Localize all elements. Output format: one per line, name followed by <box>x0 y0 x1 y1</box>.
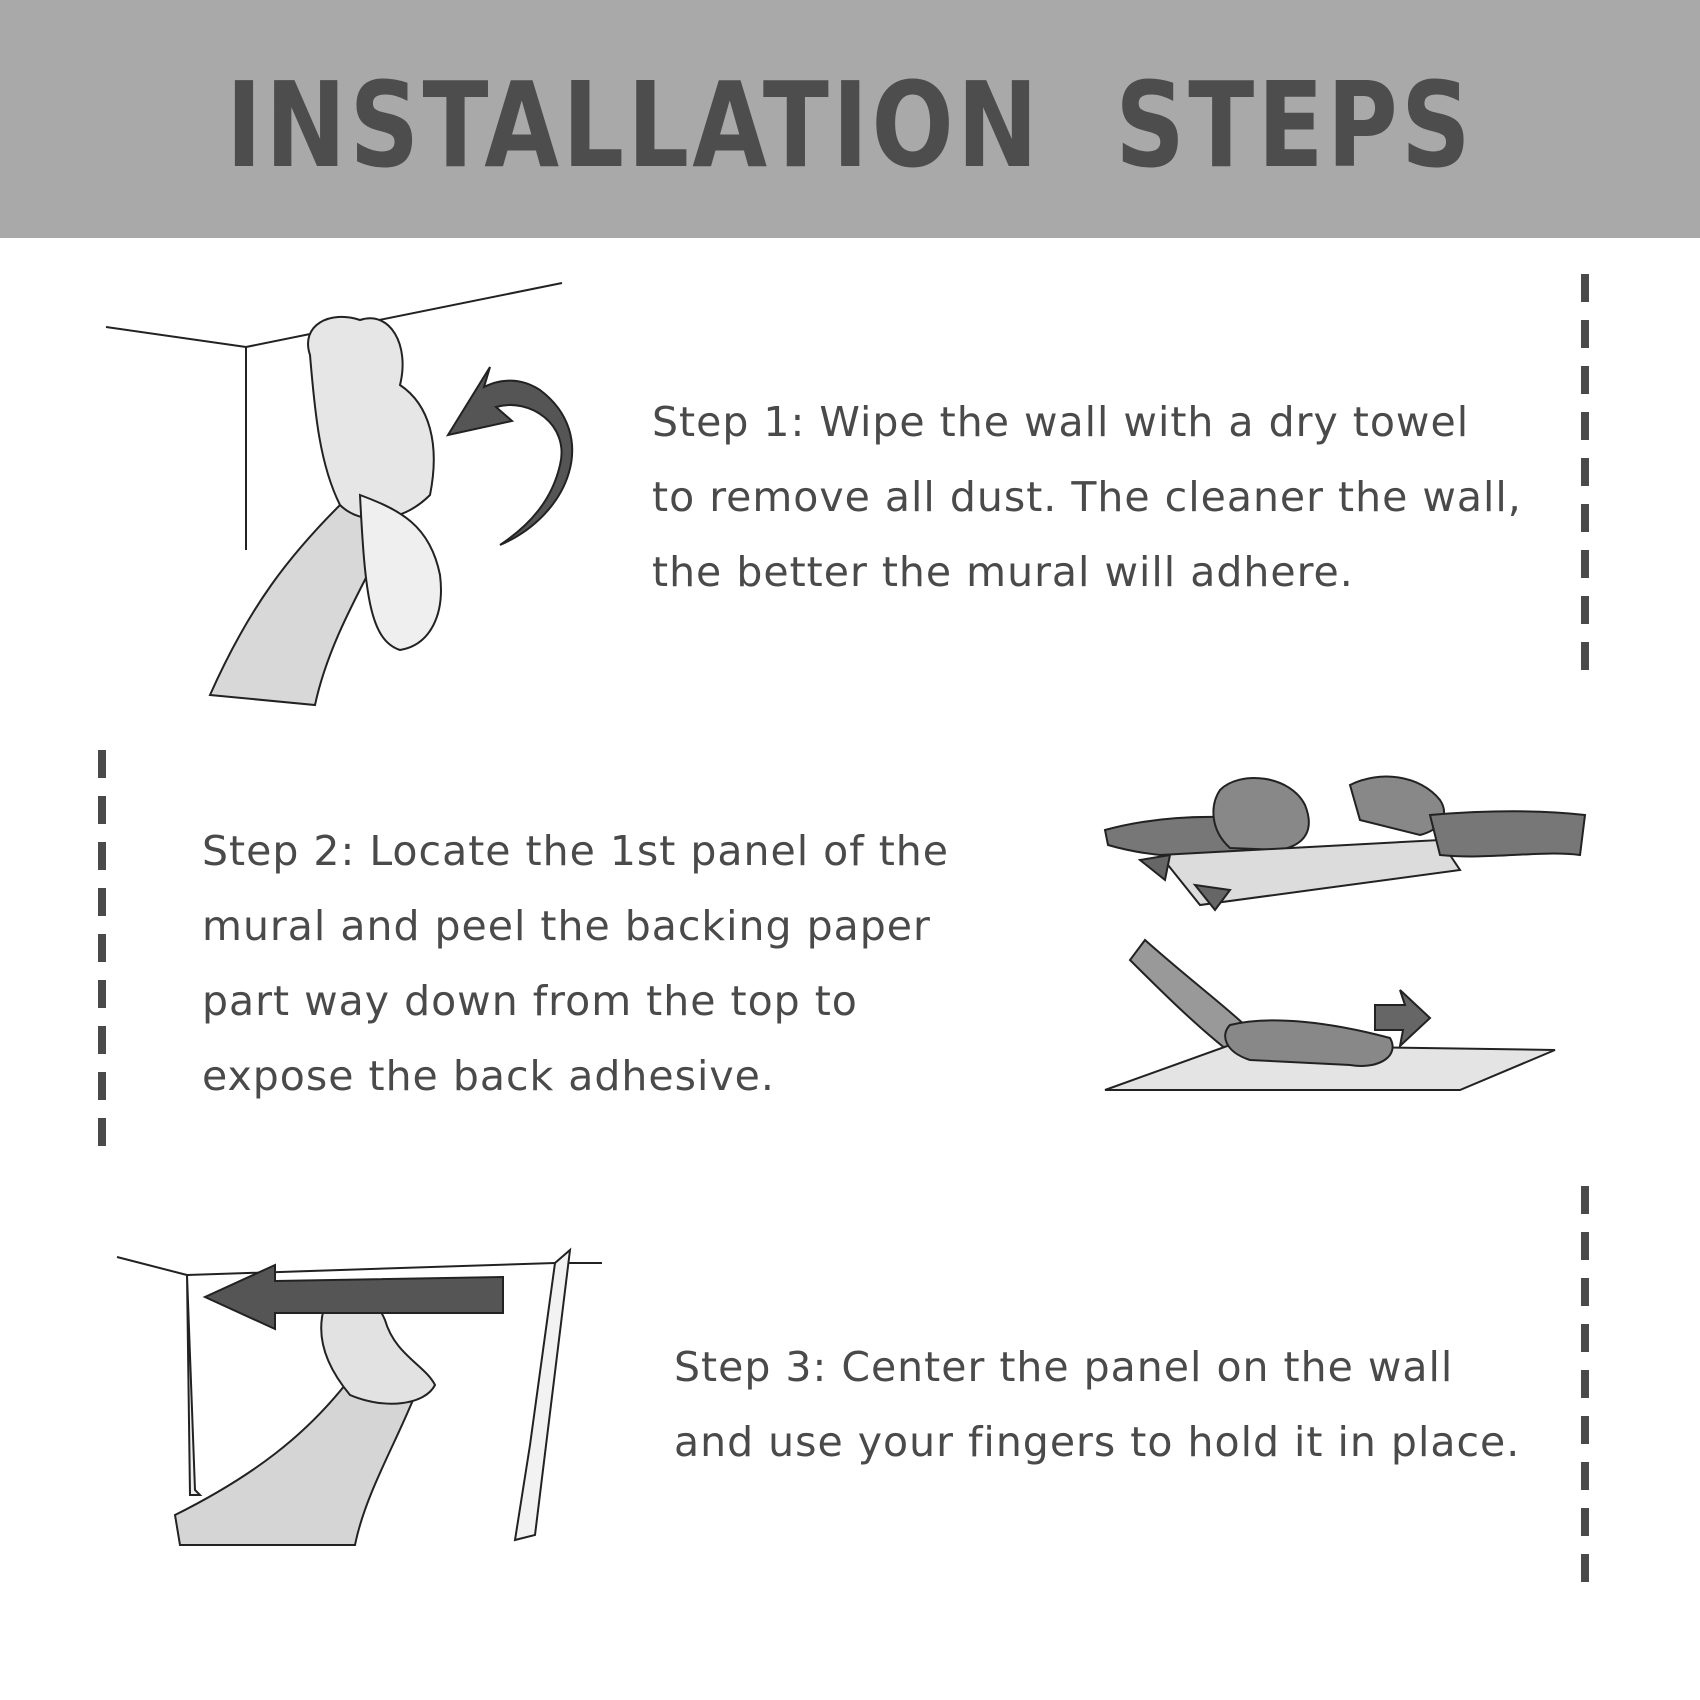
hand-smoothing-panel-icon <box>115 1245 605 1555</box>
step-2-text <box>202 814 949 1114</box>
step-2-line-4: expose the back adhesive. <box>202 1052 775 1100</box>
step-3-line-1: Step 3: Center the panel on the wall <box>674 1343 1454 1391</box>
step-3-line-2: and use your fingers to hold it in place. <box>674 1418 1521 1466</box>
step-2-line-3: part way down from the top to <box>202 977 858 1025</box>
step-1-line-1: Step 1: Wipe the wall with a dry towel <box>652 398 1470 446</box>
dashed-divider-left <box>98 750 106 1164</box>
page-title: INSTALLATION STEPS <box>225 56 1475 194</box>
curved-arrow-icon <box>448 367 572 545</box>
step-2-line-1: Step 2: Locate the 1st panel of the <box>202 827 950 875</box>
hand-wiping-wall-icon <box>100 275 620 715</box>
step-1-line-2: to remove all dust. The cleaner the wall, <box>652 473 1522 521</box>
step-2-line-2: mural and peel the backing paper <box>202 902 931 950</box>
hands-peeling-backing-icon <box>1100 760 1590 1120</box>
step-1-line-3: the better the mural will adhere. <box>652 548 1354 596</box>
dashed-divider-right-2 <box>1581 1186 1589 1600</box>
dashed-divider-right-1 <box>1581 274 1589 688</box>
step-1-text <box>652 385 1522 610</box>
step-3-text <box>674 1330 1520 1480</box>
